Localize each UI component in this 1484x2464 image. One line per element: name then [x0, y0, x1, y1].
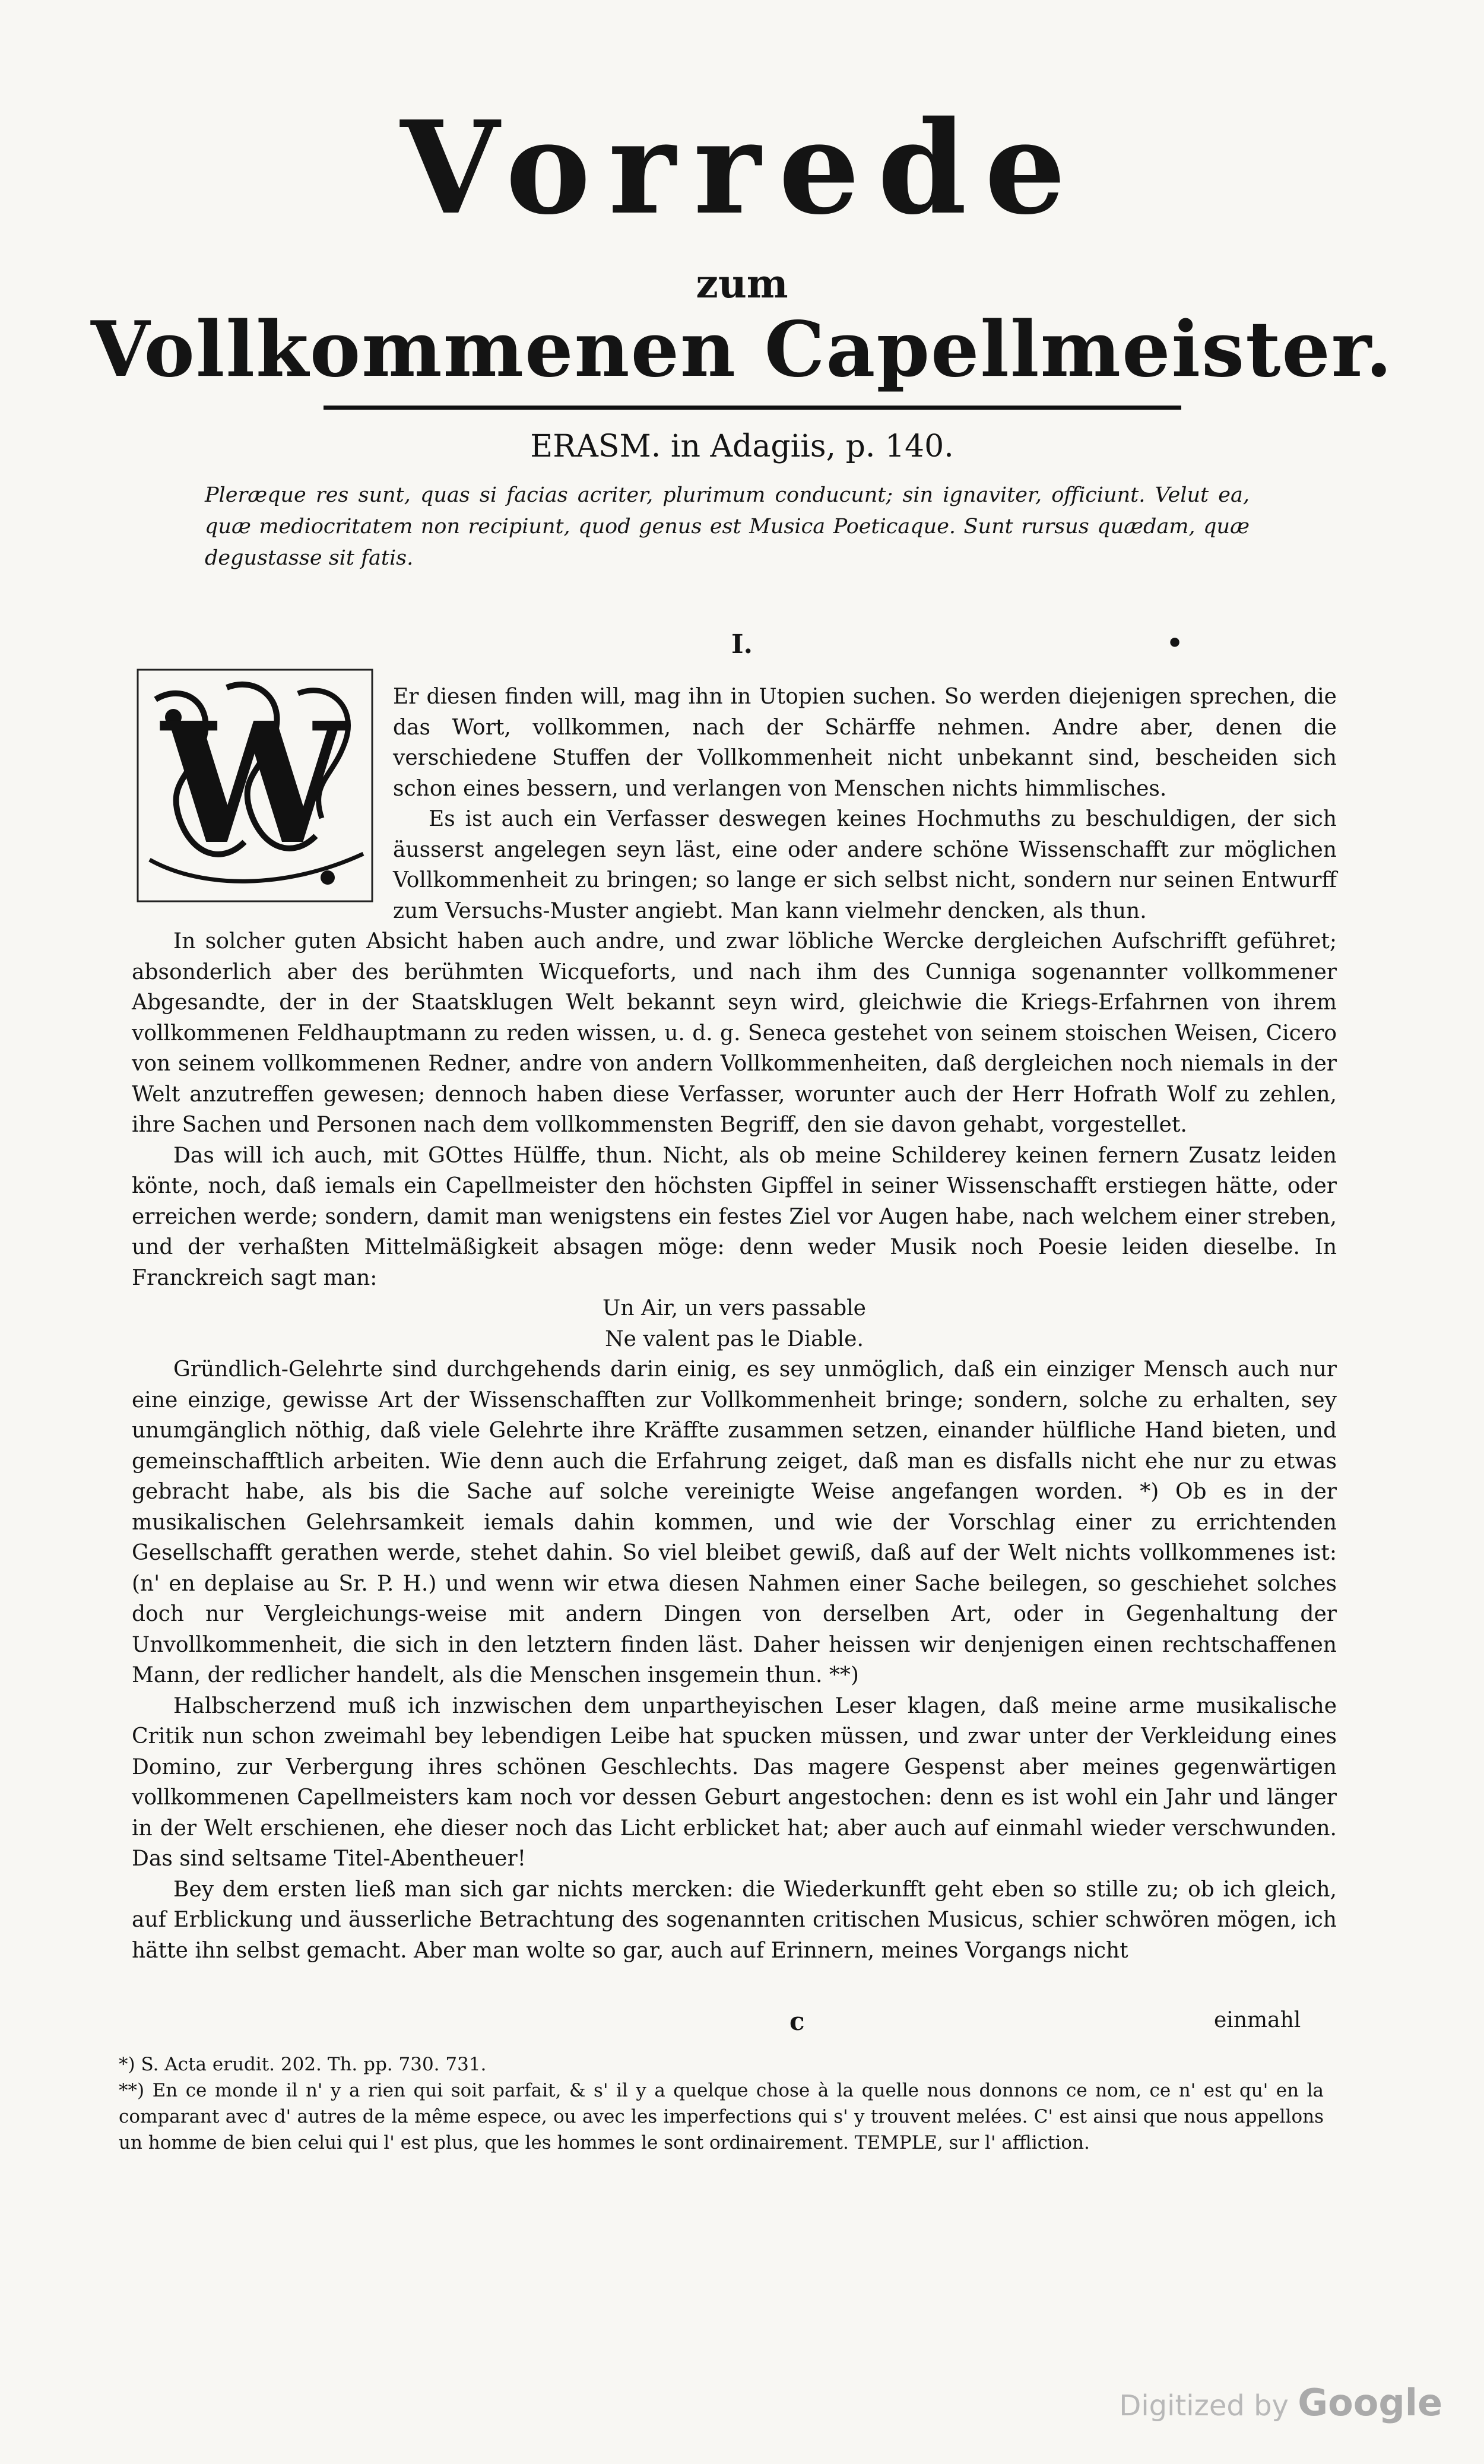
- signature-mark: c: [789, 2007, 805, 2036]
- title-rule: [324, 406, 1181, 410]
- body-text: [132, 682, 1337, 1966]
- watermark-prefix: Digitized by: [1119, 2389, 1289, 2422]
- watermark-brand: Google: [1298, 2381, 1442, 2424]
- digitized-watermark: [1119, 2381, 1442, 2424]
- ornament-dot: •: [1166, 628, 1184, 658]
- footnote-1: *) S. Acta erudit. 202. Th. pp. 730. 731.: [119, 2054, 487, 2075]
- paragraph-7: Bey dem ersten ließ man sich gar nichts mercken: die Wiederkunfft geht eben so stille zu; ob ich gleich, auf Erblickung und äusserliche Betrachtung des sogenannten critischen Musicus, schier schwören mögen, ich hätte ihn selbst gemacht. Aber man wolte so gar, auch auf Erinnern, meines Vorgangs nicht: [132, 1877, 1337, 1963]
- footnotes: [119, 2051, 1324, 2156]
- paragraph-3: In solcher guten Absicht haben auch andre, und zwar löbliche Wercke dergleichen Aufschrifft geführet; absonderlich aber des berühmten Wicqueforts, und nach ihm des Cunniga sogenannter vollkommener Abgesandte, der in der Staatsklugen Welt bekannt seyn wird, gleichwie die Kriegs-Erfahrnen von ihrem vollkommenen Feldhauptmann zu reden wissen, u. d. g. Seneca gestehet von seinem stoischen Weisen, Cicero von seinem vollkommenen Redner, andre von andern Vollkommenheiten, daß dergleichen noch niemals in der Welt anzutreffen gewesen; dennoch haben diese Verfasser, worunter auch der Herr Hofrath Wolf zu zehlen, ihre Sachen und Personen nach dem vollkommensten Begriff, den sie davon gehabt, vorgestellet.: [132, 929, 1337, 1137]
- paragraph-1: Er diesen finden will, mag ihn in Utopien suchen. So werden diejenigen sprechen, die das Wort, vollkommen, nach der Schärffe nehmen. Andre aber, denen die verschiedene Stuffen der Vollkommenheit nicht unbekannt sind, bescheiden sich schon eines bessern, und verlangen von Menschen nichts himmlisches.: [393, 685, 1337, 801]
- paragraph-2: Es ist auch ein Verfasser deswegen keines Hochmuths zu beschuldigen, der sich äusserst angelegen seyn läst, eine oder andere schöne Wissenschafft zur möglichen Vollkommenheit zu bringen; so lange er sich selbst nicht, sondern nur seinen Entwurff zum Versuchs-Muster angiebt. Man kann vielmehr dencken, als thun.: [393, 807, 1337, 923]
- section-number: I.: [731, 629, 753, 660]
- catchword: einmahl: [1214, 2008, 1301, 2032]
- paragraph-6: Halbscherzend muß ich inzwischen dem unpartheyischen Leser klagen, daß meine arme musikalische Critik nun schon zweimahl bey lebendigen Leibe hat spucken müssen, und zwar unter der Verkleidung eines Domino, zur Verbergung ihres schönen Geschlechts. Das magere Gespenst aber meines gegenwärtigen vollkommenen Capellmeisters kam noch vor dessen Geburt angestochen: denn es ist wohl ein Jahr und länger in der Welt erschienen, ehe dieser noch das Licht erblicket hat; aber auch auf einmahl wieder verschwunden. Das sind seltsame Titel-Abentheuer!: [132, 1693, 1337, 1871]
- motto-text: Pleræque res sunt, quas si facias acriter, plurimum conducunt; sin ignaviter, officiunt. Velut ea, quæ mediocritatem non recipiunt, quod genus est Musica Poeticaque. Sunt rursus quædam, quæ degustasse sit fatis.: [205, 483, 1250, 570]
- dropcap-letter: W: [161, 686, 348, 882]
- page-title: Vorrede: [400, 93, 1084, 243]
- title-connector: zum: [696, 261, 788, 307]
- paragraph-5: Gründlich-Gelehrte sind durchgehends darin einig, es sey unmöglich, daß ein einziger Mensch auch nur eine einzige, gewisse Art der Wissenschafften zur Vollkommenheit bringe; sondern, solche zu erhalten, sey unumgänglich nöthig, daß viele Gelehrte ihre Kräffte zusammen setzen, einander hülfliche Hand bieten, und gemeinschafftlich arbeiten. Wie denn auch die Erfahrung zeiget, daß man es disfalls nicht ehe nur zu etwas gebracht habe, als bis die Sache auf solche vereinigte Weise angefangen worden. *) Ob es in der musikalischen Gelehrsamkeit iemals dahin kommen, und wie der Vorschlag einer zu errichtenden Gesellschafft gerathen werde, stehet dahin. So viel bleibet gewiß, daß auf der Welt nichts vollkommenes ist: (n' en deplaise au Sr. P. H.) und wenn wir etwa diesen Nahmen einer Sache beilegen, so geschiehet solches doch nur Vergleichungs-weise mit andern Dingen von derselben Art, oder in Gegenhaltung der Unvollkommenheit, die sich in den letztern finden läst. Daher heissen wir denjenigen einen rechtschaffenen Mann, der redlicher handelt, als die Menschen insgemein thun. **): [132, 1357, 1337, 1687]
- motto-source: ERASM. in Adagiis, p. 140.: [530, 429, 954, 464]
- verse-line-2: Ne valent pas le Diable.: [605, 1326, 864, 1351]
- paragraph-4: Das will ich auch, mit GOttes Hülffe, thun. Nicht, als ob meine Schilderey keinen fernern Zusatz leiden könte, noch, daß iemals ein Capellmeister den höchsten Gipffel in seiner Wissenschafft erstiegen hätte, oder erreichen werde; sondern, damit man wenigstens ein festes Ziel vor Augen habe, nach welchem einer streben, und der verhaßten Mittelmäßigkeit absagen möge: denn weder Musik noch Poesie leiden dieselbe. In Franckreich sagt man:: [132, 1143, 1337, 1290]
- page-subtitle: Vollkommenen Capellmeister.: [90, 305, 1394, 394]
- footnote-2: **) En ce monde il n' y a rien qui soit parfait, & s' il y a quelque chose à la quelle nous donnons ce nom, ce n' est qu' en la comparant avec d' autres de la même espece, ou avec les imperfections qui s' y trouvent melées. C' est ainsi que nous appellons un homme de bien celui qui l' est plus, que les hommes le sont ordinairement. TEMPLE, sur l' affliction.: [119, 2080, 1324, 2153]
- verse-line-1: Un Air, un vers passable: [603, 1296, 866, 1320]
